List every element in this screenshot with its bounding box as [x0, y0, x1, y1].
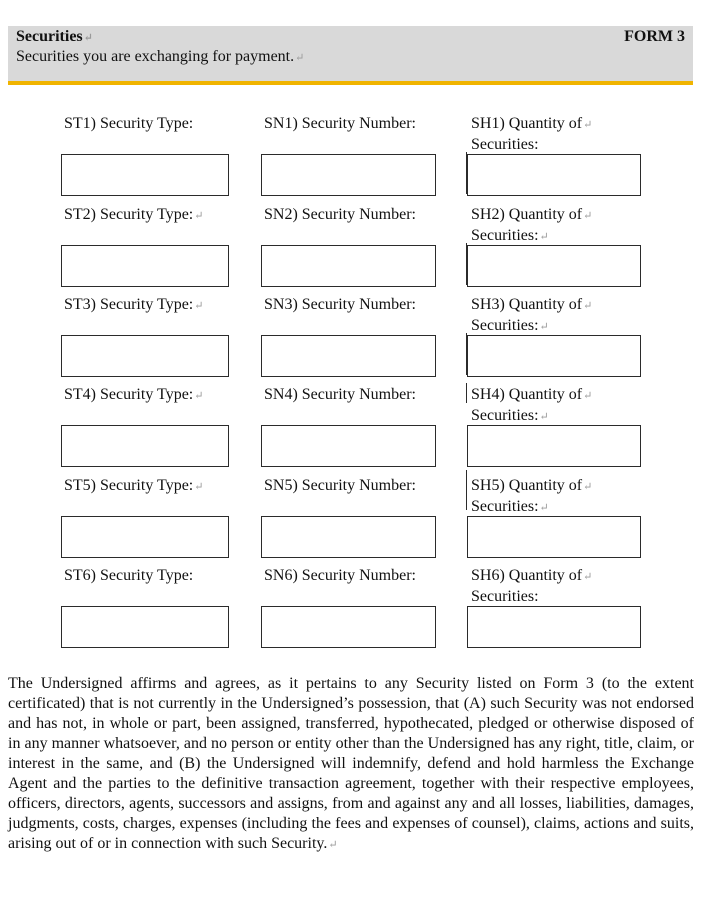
- security-row: [0, 377, 721, 467]
- security-type-field[interactable]: [61, 154, 229, 196]
- security-quantity-field[interactable]: [467, 606, 641, 648]
- security-quantity-label: SH5) Quantity of↵ Securities:↵: [471, 477, 593, 515]
- security-type-field[interactable]: [61, 425, 229, 467]
- security-number-label: SN1) Security Number:: [264, 115, 416, 132]
- security-quantity-label: SH1) Quantity of↵ Securities:: [471, 115, 593, 153]
- form-header: [8, 26, 693, 85]
- security-number-label: SN6) Security Number:: [264, 567, 416, 584]
- security-row: [0, 106, 721, 196]
- security-row: [0, 558, 721, 648]
- security-number-field[interactable]: [261, 245, 436, 287]
- form-number-label: FORM 3: [624, 28, 685, 45]
- security-type-label: ST4) Security Type:↵: [64, 386, 204, 403]
- security-type-label: ST5) Security Type:↵: [64, 477, 204, 494]
- security-quantity-field[interactable]: [467, 516, 641, 558]
- security-quantity-label: SH6) Quantity of↵ Securities:: [471, 567, 593, 605]
- security-quantity-field[interactable]: [467, 245, 641, 287]
- security-row: [0, 287, 721, 377]
- security-quantity-field[interactable]: [467, 425, 641, 467]
- affirmation-paragraph: The Undersigned affirms and agrees, as it pertains to any Security listed on Form 3 (to the extent certificated) that is not currently in the Undersigned’s possession, that (A) such Security was not endorsed and has not, in whole or part, been assigned, transferred, hypothecated, pledged or otherwise disposed of in any manner whatsoever, and no person or entity other than the Undersigned has any right, title, claim, or interest in the same, and (B) the Undersigned will indemnify, defend and hold harmless the Exchange Agent and the parties to the definitive transaction agreement, together with their respective employees, officers, directors, agents, successors and assigns, from and against any and all losses, liabilities, damages, judgments, costs, charges, expenses (including the fees and expenses of counsel), claims, actions and suits, arising out of or in connection with such Security.↵: [8, 675, 694, 852]
- security-number-label: SN4) Security Number:: [264, 386, 416, 403]
- security-type-field[interactable]: [61, 516, 229, 558]
- security-quantity-field[interactable]: [467, 154, 641, 196]
- security-type-field[interactable]: [61, 335, 229, 377]
- cell-edge-divider: [466, 470, 467, 510]
- security-type-field[interactable]: [61, 245, 229, 287]
- security-type-field[interactable]: [61, 606, 229, 648]
- security-quantity-label: SH4) Quantity of↵ Securities:↵: [471, 386, 593, 424]
- security-type-label: ST6) Security Type:: [64, 567, 194, 584]
- security-number-field[interactable]: [261, 606, 436, 648]
- security-number-label: SN2) Security Number:: [264, 206, 416, 223]
- cell-edge-divider: [466, 383, 467, 403]
- section-title: Securities↵: [16, 28, 93, 45]
- security-type-label: ST3) Security Type:↵: [64, 296, 204, 313]
- cell-edge-divider: [466, 243, 467, 285]
- security-quantity-field[interactable]: [467, 335, 641, 377]
- security-number-label: SN5) Security Number:: [264, 477, 416, 494]
- security-number-field[interactable]: [261, 425, 436, 467]
- security-number-field[interactable]: [261, 516, 436, 558]
- security-row: [0, 197, 721, 287]
- security-type-label: ST1) Security Type:: [64, 115, 194, 132]
- security-row: [0, 468, 721, 558]
- section-subtitle: Securities you are exchanging for payment.↵: [16, 48, 305, 65]
- security-number-label: SN3) Security Number:: [264, 296, 416, 313]
- security-number-field[interactable]: [261, 154, 436, 196]
- security-quantity-label: SH3) Quantity of↵ Securities:↵: [471, 296, 593, 334]
- security-quantity-label: SH2) Quantity of↵ Securities:↵: [471, 206, 593, 244]
- cell-edge-divider: [466, 333, 467, 375]
- cell-edge-divider: [466, 152, 467, 194]
- security-type-label: ST2) Security Type:↵: [64, 206, 204, 223]
- security-number-field[interactable]: [261, 335, 436, 377]
